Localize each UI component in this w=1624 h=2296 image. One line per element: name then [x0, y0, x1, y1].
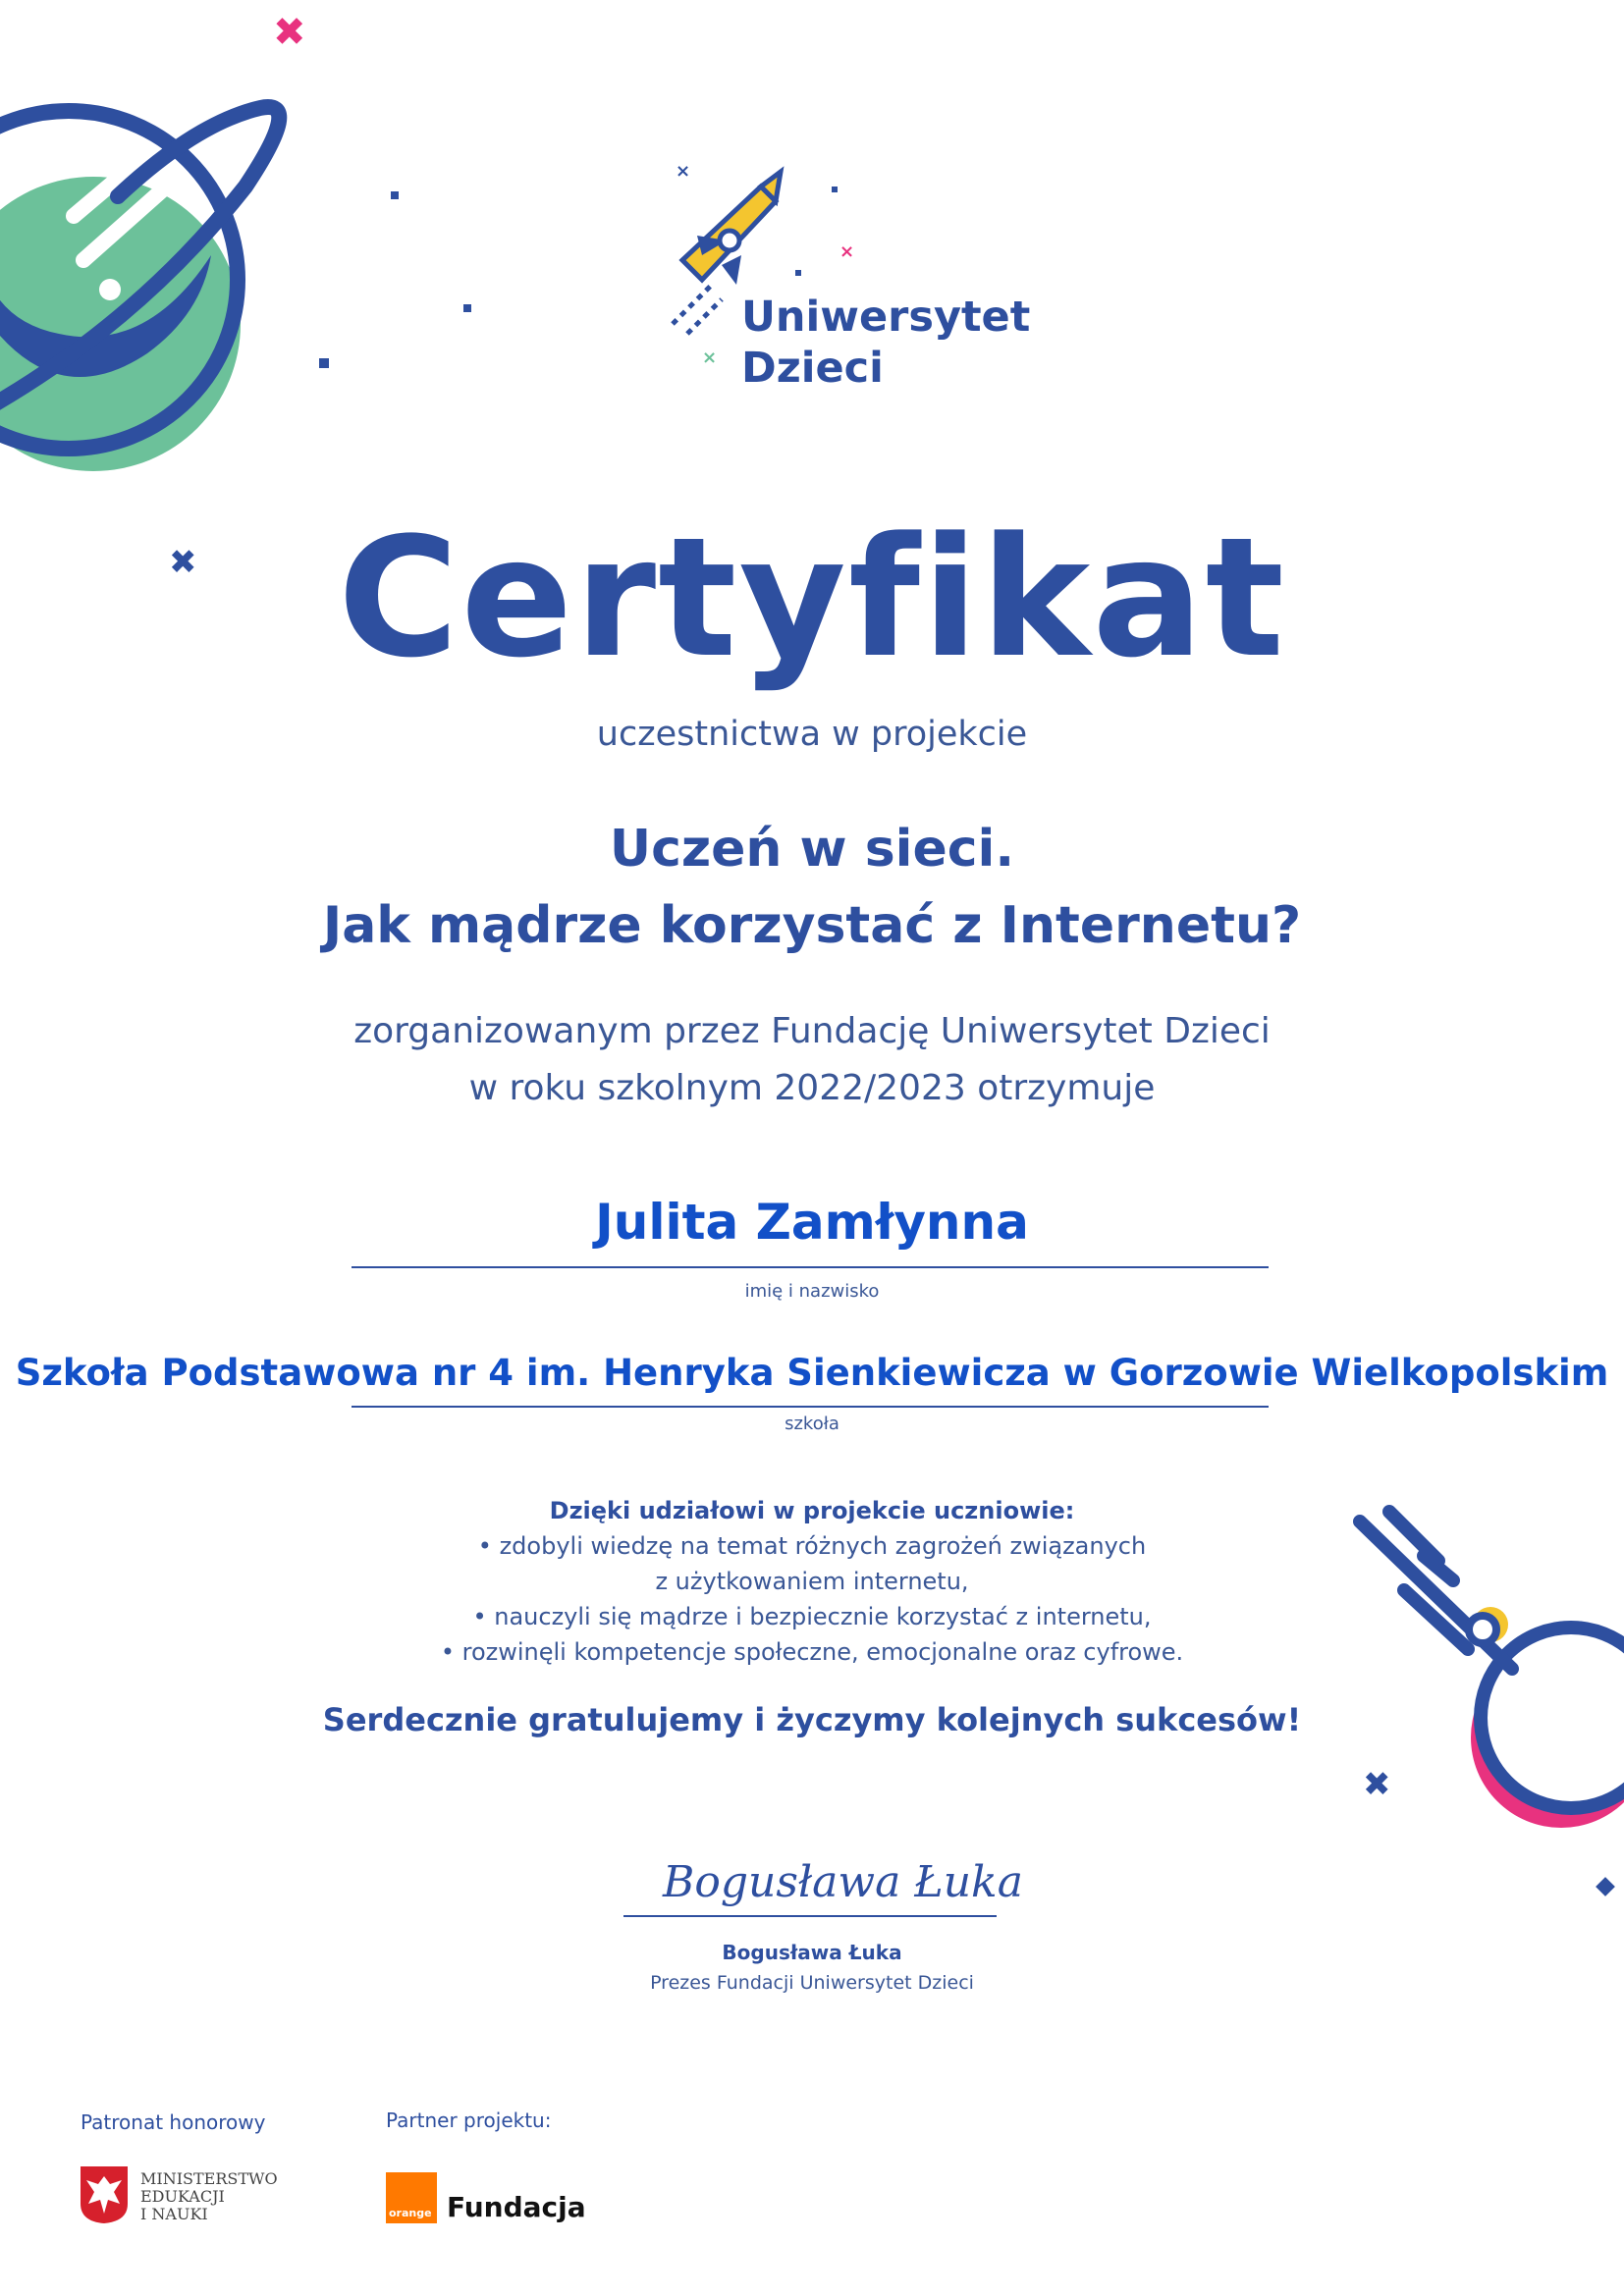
- svg-text:×: ×: [676, 161, 691, 182]
- ministry-name-line2: EDUKACJI: [140, 2187, 225, 2206]
- signer-name: Bogusława Łuka: [722, 1941, 902, 1964]
- svg-text:×: ×: [702, 347, 718, 368]
- project-title-line1: Uczeń w sieci.: [609, 820, 1015, 879]
- organizer-line1: zorganizowanym przez Fundację Uniwersytet Dzieci: [353, 1011, 1271, 1051]
- patronage-label: Patronat honorowy: [81, 2110, 266, 2134]
- comet-illustration: [1345, 1502, 1624, 1914]
- name-underline: [352, 1266, 1269, 1268]
- square-dot-icon: [391, 191, 399, 199]
- close-x-icon-pink: ✖: [273, 10, 306, 55]
- signature-line: [623, 1915, 997, 1917]
- orange-logo: [386, 2172, 437, 2223]
- signature-handwriting: Bogusława Łuka: [663, 1857, 1023, 1907]
- school-underline: [352, 1406, 1269, 1408]
- certificate-title: Certyfikat: [338, 502, 1286, 694]
- logo-text-line1: Uniwersytet: [741, 293, 1031, 342]
- achievements-heading: Dzięki udziałowi w projekcie uczniowie:: [549, 1497, 1075, 1524]
- recipient-caption: imię i nazwisko: [744, 1281, 880, 1302]
- logo-text-line2: Dzieci: [741, 344, 884, 393]
- ministry-name-line1: MINISTERSTWO: [140, 2169, 278, 2188]
- achievement-item: • nauczyli się mądrze i bezpiecznie korzystać z internetu,: [472, 1603, 1152, 1630]
- signer-role: Prezes Fundacji Uniwersytet Dzieci: [650, 1972, 974, 1994]
- close-x-icon-blue: ✖: [169, 543, 197, 582]
- school-name: Szkoła Podstawowa nr 4 im. Henryka Sienkiewicza w Gorzowie Wielkopolskim: [15, 1352, 1609, 1394]
- achievement-item: • rozwinęli kompetencje społeczne, emocjonalne oraz cyfrowe.: [440, 1638, 1184, 1666]
- square-dot-icon: [463, 304, 471, 312]
- svg-text:×: ×: [839, 241, 855, 262]
- planet-illustration: [0, 0, 314, 461]
- project-title-line2: Jak mądrze korzystać z Internetu?: [322, 896, 1302, 955]
- school-caption: szkoła: [785, 1414, 839, 1434]
- planet-dot: [99, 279, 121, 300]
- achievement-item: • zdobyli wiedzę na temat różnych zagrożeń związanych: [477, 1532, 1147, 1560]
- eagle-emblem-icon: [79, 2164, 130, 2225]
- recipient-name: Julita Zamłynna: [595, 1194, 1029, 1251]
- partner-label: Partner projektu:: [386, 2109, 552, 2132]
- close-x-icon-blue: ✖: [1363, 1765, 1391, 1804]
- orange-logo-word: orange: [389, 2207, 432, 2219]
- signature-image: [648, 1836, 1023, 1924]
- ministry-name-line3: I NAUKI: [140, 2205, 208, 2223]
- fundacja-word: Fundacja: [447, 2191, 586, 2223]
- congratulations-text: Serdecznie gratulujemy i życzymy kolejnych sukcesów!: [322, 1701, 1302, 1738]
- achievement-item: z użytkowaniem internetu,: [655, 1568, 969, 1595]
- certificate-subtitle: uczestnictwa w projekcie: [596, 715, 1028, 754]
- organizer-line2: w roku szkolnym 2022/2023 otrzymuje: [468, 1068, 1156, 1108]
- square-dot-icon: [319, 358, 329, 368]
